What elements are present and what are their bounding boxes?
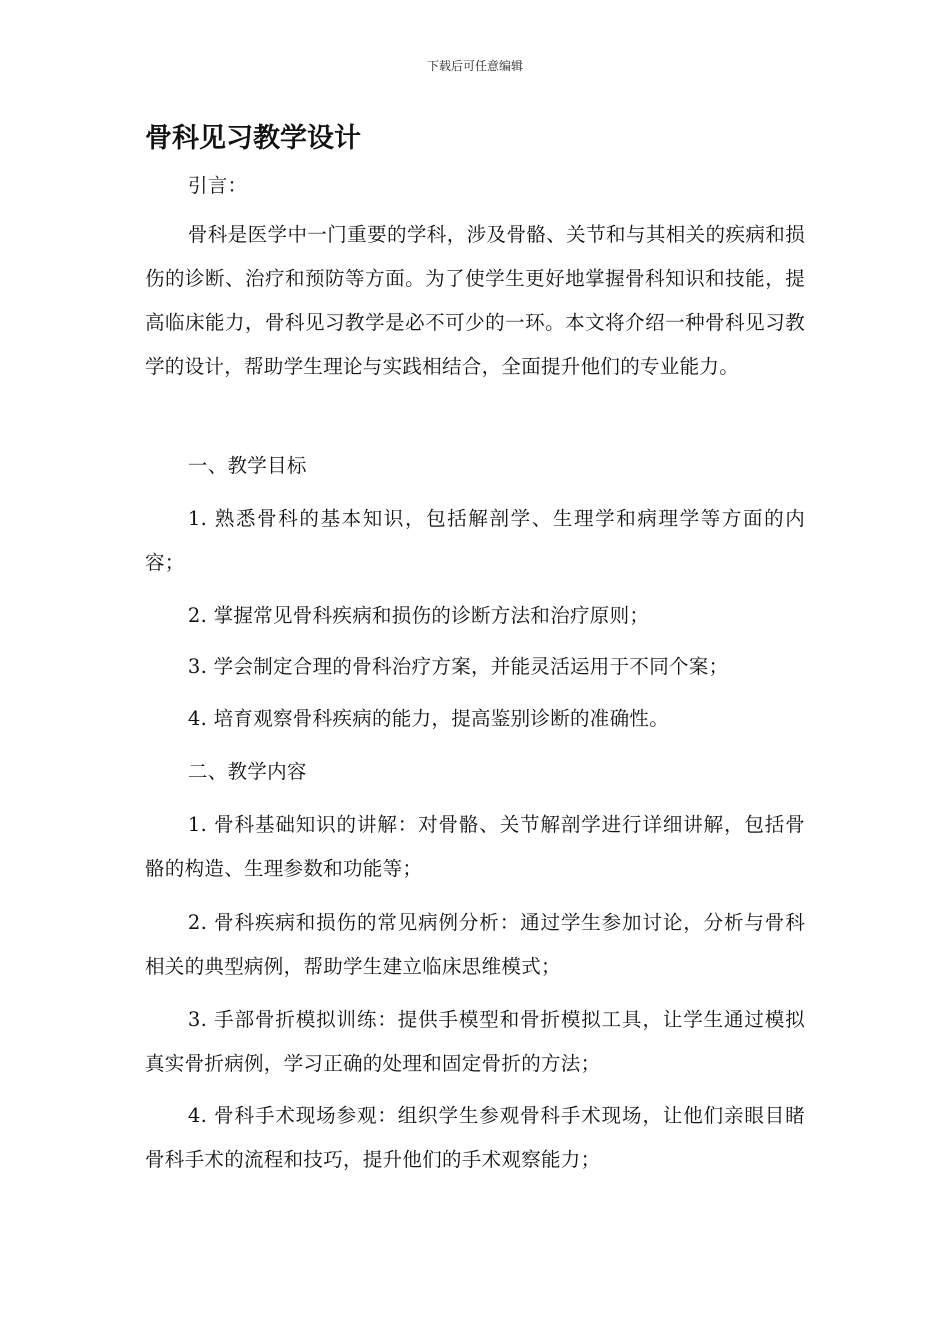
content-item-3: 3. 手部骨折模拟训练：提供手模型和骨折模拟工具，让学生通过模拟真实骨折病例，学习正确的处理和固定骨折的方法；	[145, 1008, 805, 1075]
goal-item-4: 4. 培育观察骨科疾病的能力，提高鉴别诊断的准确性。	[187, 707, 669, 730]
header-note: 下载后可任意编辑	[426, 59, 523, 73]
goal-item-1: 1. 熟悉骨科的基本知识，包括解剖学、生理学和病理学等方面的内容；	[145, 507, 805, 574]
document-title: 骨科见习教学设计	[145, 123, 361, 154]
content-item-1: 1. 骨科基础知识的讲解：对骨骼、关节解剖学进行详细讲解，包括骨骼的构造、生理参数和功能等；	[145, 813, 805, 880]
goal-item-2: 2. 掌握常见骨科疾病和损伤的诊断方法和治疗原则；	[187, 604, 650, 627]
content-item-2: 2. 骨科疾病和损伤的常见病例分析：通过学生参加讨论，分析与骨科相关的典型病例，帮助学生建立临床思维模式；	[145, 911, 805, 978]
section-heading-goals: 一、教学目标	[187, 454, 307, 477]
content-item-4: 4. 骨科手术现场参观：组织学生参观骨科手术现场，让他们亲眼目睹骨科手术的流程和技巧，提升他们的手术观察能力；	[145, 1104, 805, 1171]
intro-label: 引言：	[187, 174, 248, 197]
goal-item-3: 3. 学会制定合理的骨科治疗方案，并能灵活运用于不同个案；	[187, 655, 729, 678]
intro-paragraph: 骨科是医学中一门重要的学科，涉及骨骼、关节和与其相关的疾病和损伤的诊断、治疗和预防等方面。为了使学生更好地掌握骨科知识和技能，提高临床能力，骨科见习教学是必不可少的一环。本文将介绍一种骨科见习教学的设计，帮助学生理论与实践相结合，全面提升他们的专业能力。	[145, 223, 805, 378]
section-heading-content: 二、教学内容	[187, 760, 307, 783]
